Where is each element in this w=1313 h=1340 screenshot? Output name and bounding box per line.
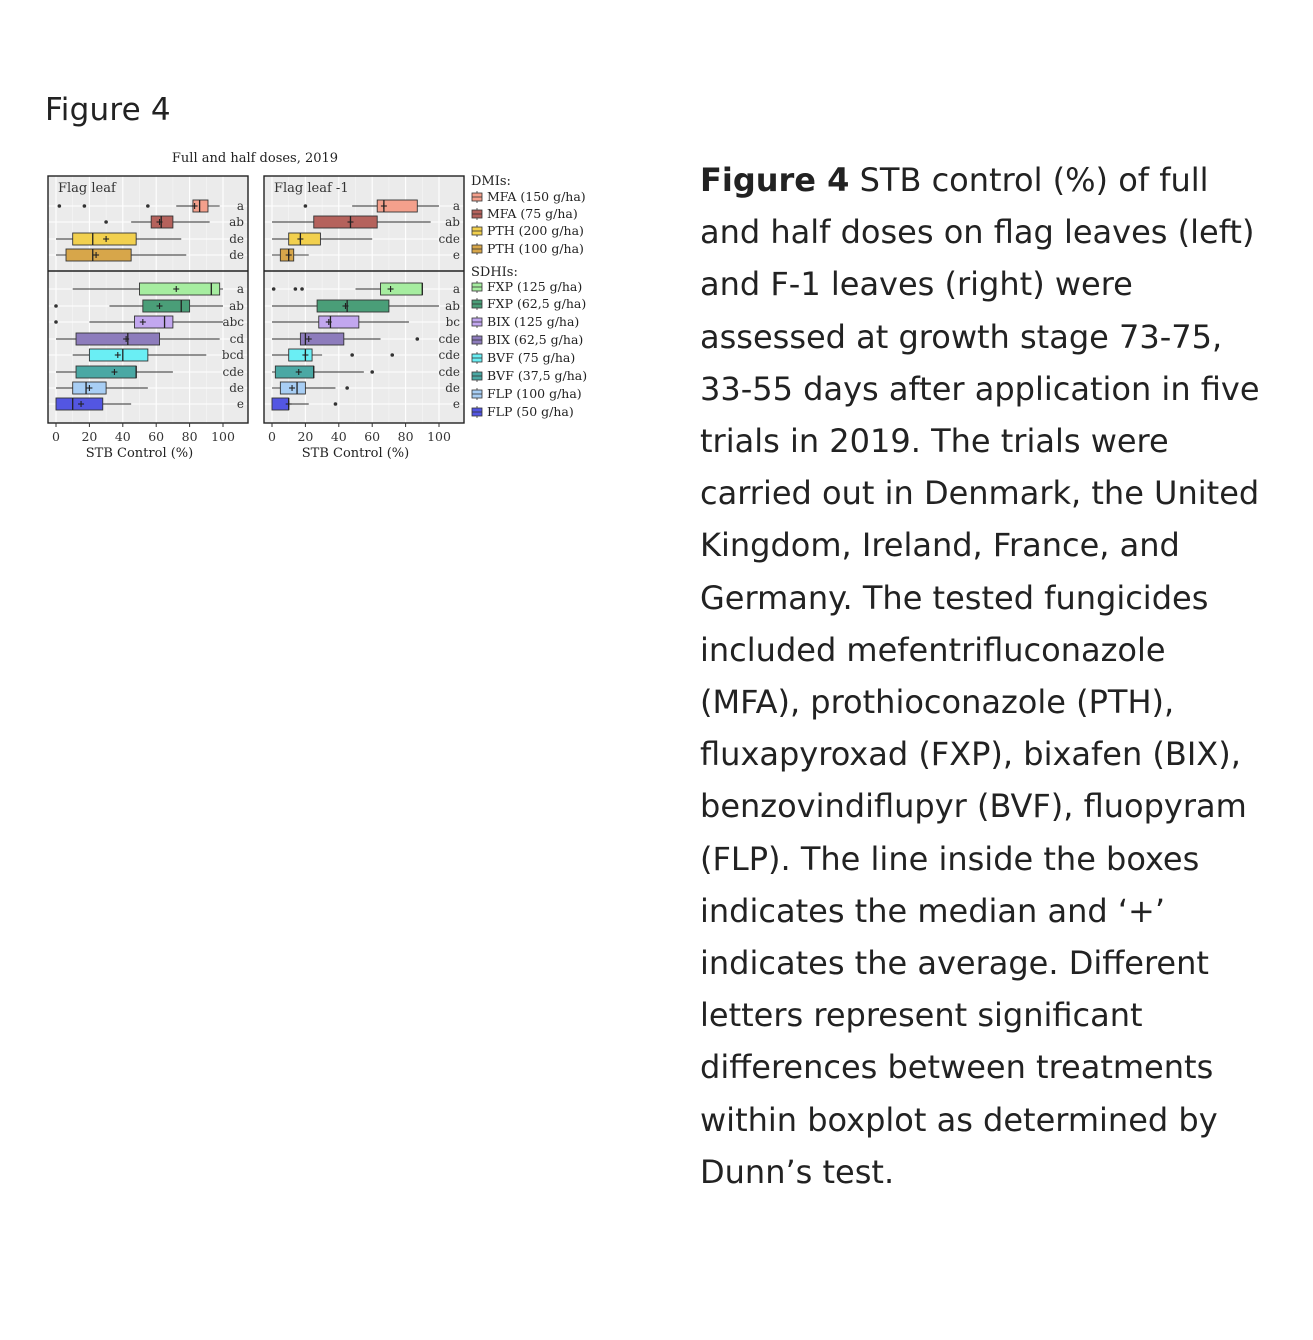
legend-item-label: FLP (100 g/ha) xyxy=(487,386,582,401)
box xyxy=(140,283,220,295)
axis-tick-label: 20 xyxy=(81,429,98,444)
significance-letter: cde xyxy=(438,332,460,346)
legend-item-label: BVF (37,5 g/ha) xyxy=(487,368,588,383)
chart-title: Full and half doses, 2019 xyxy=(171,151,339,166)
axis-tick-label: 100 xyxy=(211,429,235,444)
legend-item-label: PTH (200 g/ha) xyxy=(487,223,584,238)
significance-letter: e xyxy=(452,397,460,411)
outlier-point xyxy=(83,204,87,208)
x-axis-label: STB Control (%) xyxy=(301,446,410,461)
significance-letter: ab xyxy=(229,215,244,229)
outlier-point xyxy=(390,353,394,357)
outlier-point xyxy=(300,287,304,291)
box xyxy=(275,366,313,378)
significance-letter: e xyxy=(236,397,244,411)
caption-label: Figure 4 xyxy=(700,161,850,199)
axis-tick-label: 20 xyxy=(297,429,314,444)
legend-item-label: FLP (50 g/ha) xyxy=(487,404,574,419)
box xyxy=(381,283,423,295)
panel-label: Flag leaf -1 xyxy=(274,181,349,196)
significance-letter: a xyxy=(452,199,460,213)
axis-tick-label: 60 xyxy=(364,429,381,444)
significance-letter: de xyxy=(229,381,244,395)
legend-item-label: BVF (75 g/ha) xyxy=(487,350,576,365)
outlier-point xyxy=(146,204,150,208)
outlier-point xyxy=(104,220,108,224)
axis-tick-label: 100 xyxy=(427,429,451,444)
boxplot-chart xyxy=(40,140,620,470)
box xyxy=(317,300,389,312)
box xyxy=(314,216,377,228)
outlier-point xyxy=(58,204,62,208)
legend-group-title: SDHIs: xyxy=(471,265,518,280)
axis-tick-label: 40 xyxy=(330,429,347,444)
panel-label: Flag leaf xyxy=(58,181,116,196)
significance-letter: a xyxy=(236,282,244,296)
outlier-point xyxy=(304,204,308,208)
significance-letter: ab xyxy=(445,299,460,313)
significance-letter: cde xyxy=(438,232,460,246)
legend-item-label: BIX (62,5 g/ha) xyxy=(487,332,584,347)
outlier-point xyxy=(370,370,374,374)
box xyxy=(289,349,312,361)
significance-letter: ab xyxy=(229,299,244,313)
outlier-point xyxy=(345,386,349,390)
axis-tick-label: 80 xyxy=(181,429,198,444)
outlier-point xyxy=(54,304,58,308)
axis-tick-label: 60 xyxy=(148,429,165,444)
axis-tick-label: 0 xyxy=(52,429,60,444)
significance-letter: a xyxy=(236,199,244,213)
significance-letter: de xyxy=(229,248,244,262)
significance-letter: abc xyxy=(222,315,244,329)
legend-item-label: PTH (100 g/ha) xyxy=(487,241,584,256)
outlier-point xyxy=(294,287,298,291)
outlier-point xyxy=(350,353,354,357)
box xyxy=(76,366,136,378)
x-axis-label: STB Control (%) xyxy=(85,446,194,461)
box xyxy=(319,316,359,328)
outlier-point xyxy=(272,287,276,291)
significance-letter: cd xyxy=(229,332,244,346)
figure-heading: Figure 4 xyxy=(45,92,171,128)
axis-tick-label: 40 xyxy=(114,429,131,444)
legend-group-title: DMIs: xyxy=(471,174,511,189)
box xyxy=(76,333,160,345)
significance-letter: bcd xyxy=(221,348,244,362)
axis-tick-label: 80 xyxy=(397,429,414,444)
significance-letter: ab xyxy=(445,215,460,229)
legend-item-label: FXP (125 g/ha) xyxy=(487,279,583,294)
significance-letter: bc xyxy=(445,315,460,329)
outlier-point xyxy=(54,320,58,324)
legend-item-label: MFA (150 g/ha) xyxy=(487,189,586,204)
significance-letter: cde xyxy=(438,348,460,362)
box xyxy=(289,233,321,245)
caption-text: STB control (%) of full and half doses on flag leaves (left) and F-1 leaves (right) were assessed at growth stage 73-75, 33-55 days after application in five trials in 2019. The trials were carried out in Denmark, the United Kingdom, Ireland, France, and Germany. The tested fungicides included mefentrifluconazole (MFA), prothioconazole (PTH), fluxapyroxad (FXP), bixafen (BIX), benzovindiflupyr (BVF), fluopyram (FLP). The line inside the boxes indicates the median and ‘+’ indicates the average. Different letters represent significant differences between treatments within boxplot as determined by Dunn’s test. xyxy=(700,161,1260,1191)
outlier-point xyxy=(334,402,338,406)
legend-item-label: BIX (125 g/ha) xyxy=(487,314,580,329)
outlier-point xyxy=(415,337,419,341)
significance-letter: de xyxy=(445,381,460,395)
significance-letter: cde xyxy=(222,365,244,379)
legend-item-label: MFA (75 g/ha) xyxy=(487,206,578,221)
significance-letter: de xyxy=(229,232,244,246)
axis-tick-label: 0 xyxy=(268,429,276,444)
box xyxy=(143,300,190,312)
legend-item-label: FXP (62,5 g/ha) xyxy=(487,296,587,311)
figure-caption xyxy=(700,154,1275,1198)
significance-letter: e xyxy=(452,248,460,262)
significance-letter: a xyxy=(452,282,460,296)
significance-letter: cde xyxy=(438,365,460,379)
